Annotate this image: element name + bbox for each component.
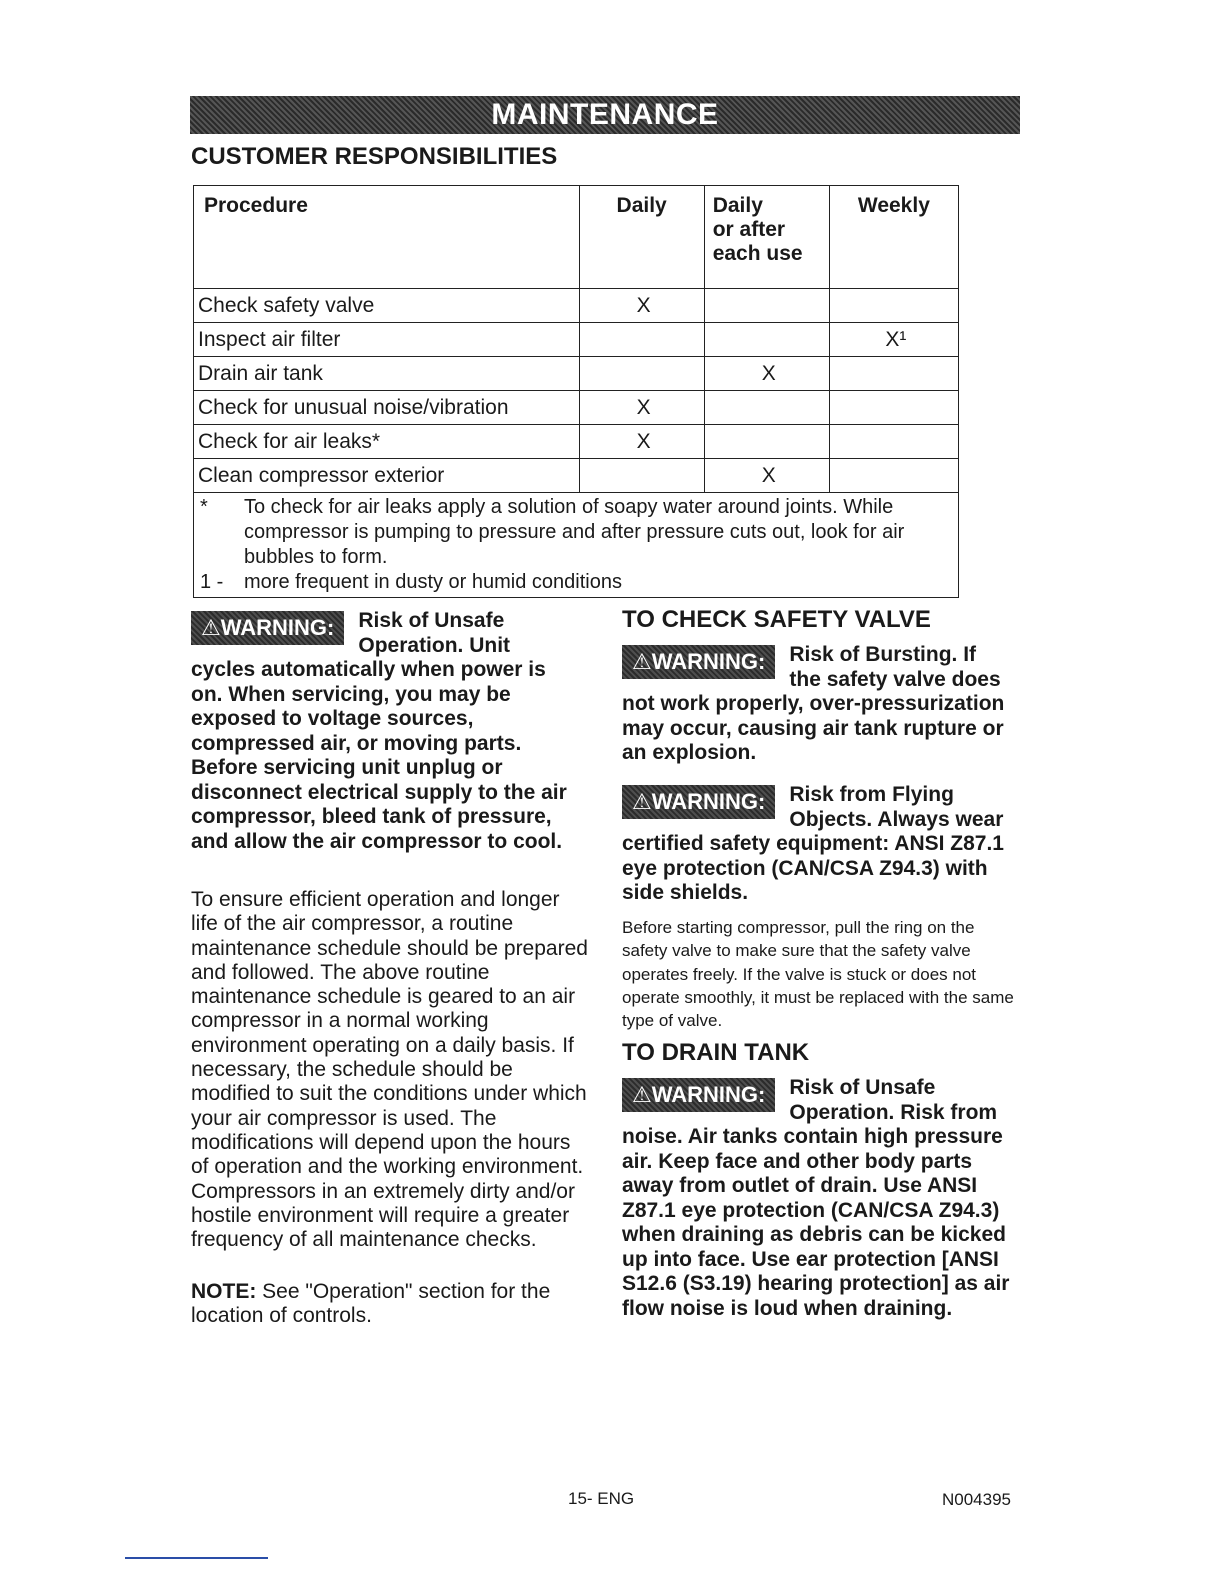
table-notes-row (194, 493, 959, 598)
cell-procedure: Check for air leaks* (194, 425, 580, 459)
banner-title: MAINTENANCE (491, 98, 719, 131)
cell-weekly (829, 391, 958, 425)
header-daily-after-use (704, 186, 829, 289)
header-weekly: Weekly (829, 186, 958, 289)
cell-procedure: Check for unusual noise/vibration (194, 391, 580, 425)
check-safety-valve-heading: TO CHECK SAFETY VALVE (622, 606, 931, 633)
table-row (194, 357, 959, 391)
note-one-text: more frequent in dusty or humid conditions (244, 571, 622, 593)
warning-badge: ⚠WARNING: (191, 611, 344, 645)
cell-after: X (704, 357, 829, 391)
cell-after: X (704, 459, 829, 493)
drain-tank-warning (622, 1076, 1022, 1321)
warning-text: Risk of Bursting. If the safety valve does not work properly, over-pressurization may occur, causing air tank rupture or an explosion. (622, 643, 1005, 764)
warning-text: Risk of Unsafe Operation. Unit cycles automatically when power is on. When servicing, you may be exposed to voltage sources, compressed air, or moving parts. Before servicing unit unplug or disconnect electrical supply to the air compressor, bleed tank of pressure, and allow the air compressor to cool. (191, 609, 567, 853)
maintenance-schedule-paragraph: To ensure efficient operation and longer life of the air compressor, a routine maintenance schedule should be prepared and followed. The above routine maintenance schedule is geared to an air compressor in a normal working environment operating on a daily basis. If necessary, the schedule should be modified to suit the conditions under which your air compressor is used. The modifications will depend upon the hours of operation and the working environment. Compressors in an extremely dirty and/or hostile environment will require a greater frequency of all maintenance checks. (191, 888, 588, 1252)
cell-daily (579, 323, 704, 357)
footer-rule (125, 1557, 268, 1559)
cell-weekly: X¹ (829, 323, 958, 357)
warning-text: Risk of Unsafe Operation. Risk from noise. Air tanks contain high pressure air. Keep face and other body parts away from outlet of drain. Use ANSI Z87.1 eye protection (CAN/CSA Z94.3) when draining as debris can be kicked up into face. Use ear protection [ANSI S12.6 (S3.19) hearing protection] as air flow noise is loud when draining. (622, 1076, 1010, 1320)
cell-procedure: Check safety valve (194, 289, 580, 323)
cell-weekly (829, 357, 958, 391)
cell-daily: X (579, 391, 704, 425)
cell-after (704, 391, 829, 425)
warning-text: Risk from Flying Objects. Always wear certified safety equipment: ANSI Z87.1 eye protection (CAN/CSA Z94.3) with side shields. (622, 783, 1004, 904)
note-air-leaks (200, 495, 952, 570)
cell-daily: X (579, 289, 704, 323)
table-notes (194, 493, 959, 598)
cell-procedure: Inspect air filter (194, 323, 580, 357)
cell-weekly (829, 459, 958, 493)
document-code: N004395 (942, 1490, 1012, 1509)
cell-weekly (829, 289, 958, 323)
header-after-line: each use (712, 242, 803, 265)
note-star-text: To check for air leaks apply a solution of soapy water around joints. While compressor is pumping to pressure and after pressure cuts out, look for air bubbles to form. (244, 496, 905, 568)
warning-badge: ⚠WARNING: (622, 645, 775, 679)
operation-note (191, 1280, 591, 1329)
table-row (194, 323, 959, 357)
cell-weekly (829, 425, 958, 459)
table-row (194, 391, 959, 425)
header-after-line: or after (712, 218, 786, 241)
note-frequency (200, 570, 952, 595)
header-procedure: Procedure (194, 186, 580, 289)
maintenance-schedule-table (193, 185, 959, 598)
table-row (194, 459, 959, 493)
drain-tank-heading: TO DRAIN TANK (622, 1039, 810, 1066)
cell-procedure: Drain air tank (194, 357, 580, 391)
customer-responsibilities-heading: CUSTOMER RESPONSIBILITIES (191, 143, 558, 170)
header-daily: Daily (579, 186, 704, 289)
unsafe-operation-warning (191, 609, 571, 854)
page-number: 15- ENG (568, 1489, 635, 1508)
maintenance-banner (190, 96, 1020, 134)
flying-objects-warning (622, 783, 1007, 906)
cell-after (704, 323, 829, 357)
warning-badge: ⚠WARNING: (622, 785, 775, 819)
note-one-symbol: 1 - (200, 571, 224, 593)
table-header-row (194, 186, 959, 289)
cell-after (704, 425, 829, 459)
note-star-symbol: * (200, 496, 208, 518)
cell-after (704, 289, 829, 323)
safety-valve-instructions: Before starting compressor, pull the ring on the safety valve to make sure that the safety valve operates freely. If the valve is stuck or does not operate smoothly, it must be replaced with the same type of valve. (622, 918, 1014, 1031)
note-text: See "Operation" section for the location of controls. (191, 1280, 551, 1328)
cell-daily (579, 357, 704, 391)
table-row (194, 289, 959, 323)
bursting-warning (622, 643, 1007, 766)
warning-badge: ⚠WARNING: (622, 1078, 775, 1112)
note-label: NOTE: (191, 1280, 257, 1303)
table-row (194, 425, 959, 459)
cell-daily: X (579, 425, 704, 459)
cell-procedure: Clean compressor exterior (194, 459, 580, 493)
cell-daily (579, 459, 704, 493)
header-after-line: Daily (712, 194, 763, 217)
